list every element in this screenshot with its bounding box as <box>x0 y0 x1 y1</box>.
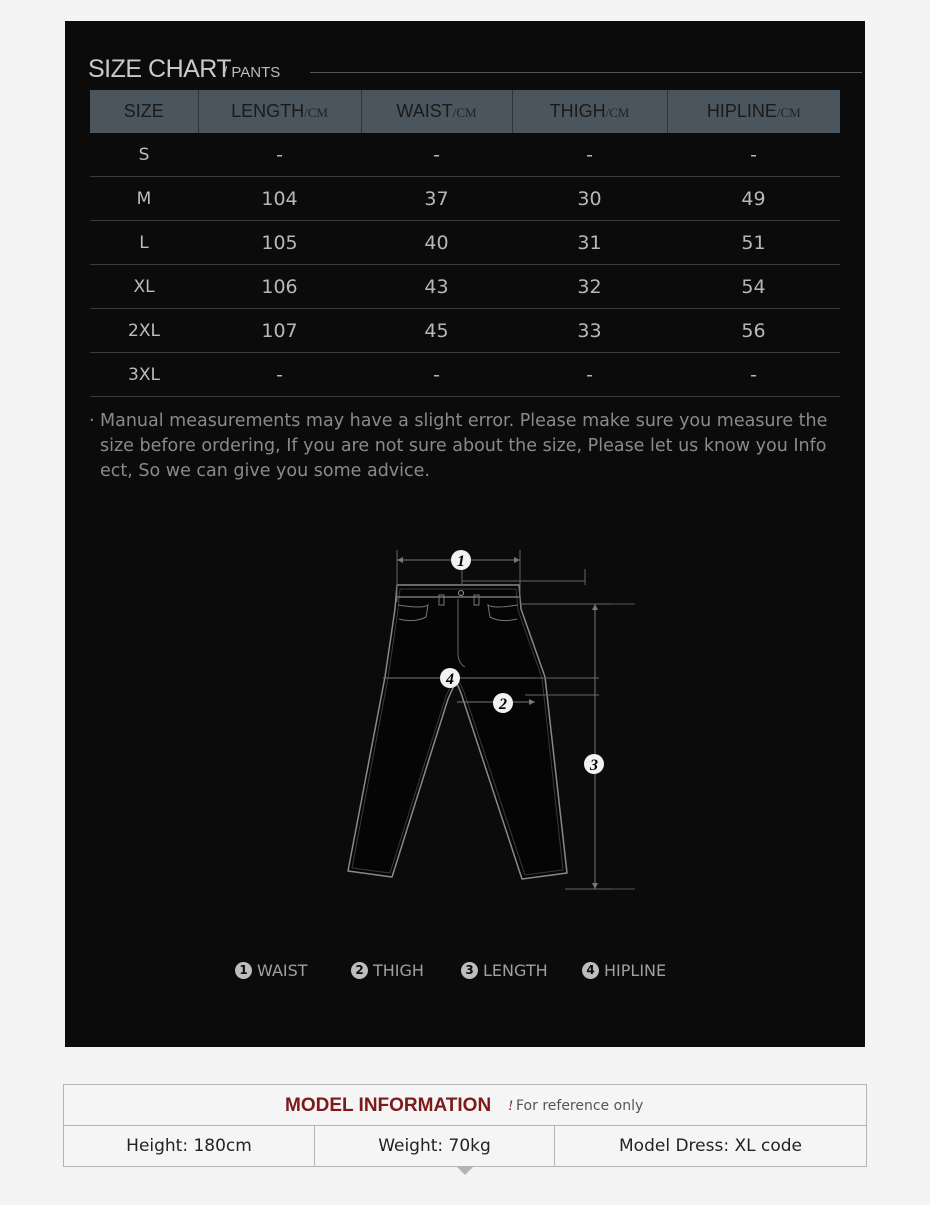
hipline-cell: - <box>667 353 840 397</box>
note-bullet: · <box>89 411 95 431</box>
column-header-unit: /CM <box>304 105 328 120</box>
marker-hipline <box>440 668 460 688</box>
legend-number-icon: 1 <box>235 962 252 979</box>
legend-item-hipline <box>582 961 666 980</box>
thigh-arrow-right <box>529 699 535 705</box>
model-information-title: MODEL INFORMATION <box>285 1095 492 1116</box>
table-row <box>90 265 840 309</box>
legend-item-thigh <box>351 961 424 980</box>
measurement-legend <box>235 961 695 985</box>
marker-thigh <box>493 693 513 713</box>
hipline-cell: 49 <box>667 177 840 221</box>
thigh-cell: 30 <box>512 177 667 221</box>
size-table <box>90 90 840 397</box>
hipline-cell: 56 <box>667 309 840 353</box>
table-row <box>90 221 840 265</box>
column-header-size <box>90 90 198 133</box>
hipline-cell: 51 <box>667 221 840 265</box>
size-cell: M <box>90 177 198 221</box>
length-cell: 107 <box>198 309 361 353</box>
waist-cell: 43 <box>361 265 512 309</box>
legend-number-icon: 4 <box>582 962 599 979</box>
title-divider <box>310 72 862 73</box>
length-cell: 105 <box>198 221 361 265</box>
legend-item-waist <box>235 961 308 980</box>
size-cell: S <box>90 133 198 177</box>
model-information-header <box>64 1085 866 1126</box>
size-cell: 2XL <box>90 309 198 353</box>
legend-label: WAIST <box>257 961 308 980</box>
model-dress-size: Model Dress: XL code <box>619 1136 802 1156</box>
size-chart-panel <box>65 21 865 1047</box>
dimension-overlay <box>65 540 865 920</box>
table-row <box>90 309 840 353</box>
column-header-label: LENGTH <box>231 101 305 121</box>
hipline-cell: - <box>667 133 840 177</box>
legend-item-length <box>461 961 548 980</box>
length-cell: - <box>198 353 361 397</box>
column-header-label: THIGH <box>549 101 606 121</box>
legend-label: LENGTH <box>483 961 548 980</box>
waist-cell: - <box>361 353 512 397</box>
thigh-cell: - <box>512 133 667 177</box>
length-arrow-top <box>592 604 598 610</box>
hipline-cell: 54 <box>667 265 840 309</box>
marker-thigh-label: 2 <box>499 696 507 713</box>
marker-waist-label: 1 <box>457 553 465 570</box>
table-row <box>90 353 840 397</box>
column-header-label: WAIST <box>396 101 453 121</box>
marker-length <box>584 754 604 774</box>
column-header-unit: /CM <box>776 105 801 120</box>
marker-length-label: 3 <box>590 757 598 774</box>
column-header-unit: /CM <box>452 105 477 120</box>
model-height: Height: 180cm <box>64 1126 315 1166</box>
column-header-waist <box>361 90 512 133</box>
waist-cell: 40 <box>361 221 512 265</box>
column-header-label: SIZE <box>123 101 164 121</box>
length-cell: 104 <box>198 177 361 221</box>
waist-arrow-right <box>514 557 520 563</box>
column-header-label: HIPLINE <box>706 101 777 121</box>
thigh-cell: 33 <box>512 309 667 353</box>
waist-cell: 45 <box>361 309 512 353</box>
column-header-thigh <box>512 90 667 133</box>
legend-number-icon: 2 <box>351 962 368 979</box>
thigh-cell: 31 <box>512 221 667 265</box>
size-chart-title: SIZE CHART <box>88 55 232 83</box>
pointer-triangle-icon <box>457 1167 473 1175</box>
table-row <box>90 133 840 177</box>
thigh-cell: - <box>512 353 667 397</box>
size-cell: L <box>90 221 198 265</box>
size-cell: XL <box>90 265 198 309</box>
model-weight: Weight: 70kg <box>315 1126 555 1166</box>
column-header-length <box>198 90 361 133</box>
legend-label: THIGH <box>373 961 424 980</box>
exclamation-icon: ! <box>508 1098 513 1114</box>
legend-label: HIPLINE <box>604 961 667 980</box>
marker-hipline-label: 4 <box>446 671 454 688</box>
length-cell: - <box>198 133 361 177</box>
waist-cell: 37 <box>361 177 512 221</box>
size-cell: 3XL <box>90 353 198 397</box>
table-row <box>90 177 840 221</box>
size-table-header <box>90 90 840 133</box>
thigh-cell: 32 <box>512 265 667 309</box>
waist-arrow-left <box>397 557 403 563</box>
size-chart-subtitle: / PANTS <box>223 64 281 81</box>
waist-cell: - <box>361 133 512 177</box>
column-header-hipline <box>667 90 840 133</box>
marker-waist <box>451 550 471 570</box>
model-information-box <box>63 1084 867 1167</box>
reference-note: For reference only <box>516 1098 644 1114</box>
column-header-unit: /CM <box>605 105 630 120</box>
note-text: Manual measurements may have a slight error. Please make sure you measure the size before ordering, If you are not sure about the size, Please let us know you Info ect, So we can give you some advice. <box>100 411 828 481</box>
length-cell: 106 <box>198 265 361 309</box>
legend-number-icon: 3 <box>461 962 478 979</box>
length-arrow-bottom <box>592 883 598 889</box>
size-chart-heading <box>88 55 840 85</box>
